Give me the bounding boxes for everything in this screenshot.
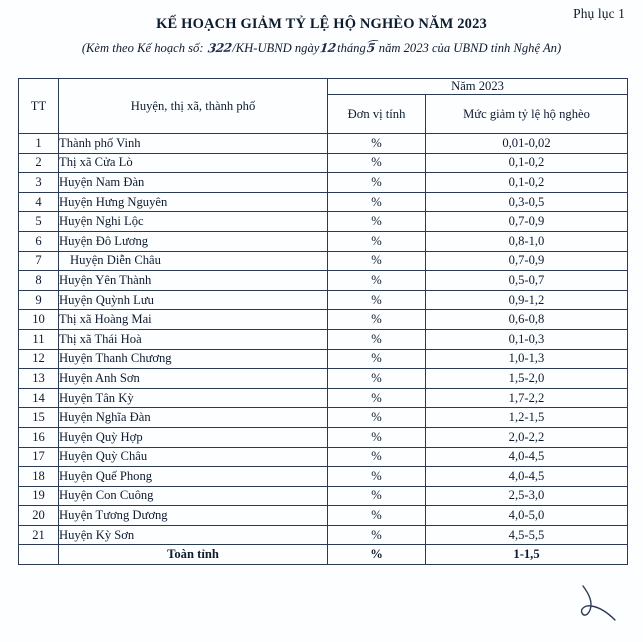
- cell-locality: Huyện Diễn Châu: [59, 251, 328, 271]
- cell-locality: Huyện Tân Kỳ: [59, 388, 328, 408]
- table-row: [19, 525, 628, 545]
- cell-tt: 6: [19, 231, 59, 251]
- cell-unit: %: [328, 506, 426, 526]
- cell-unit: %: [328, 310, 426, 330]
- cell-tt: 5: [19, 212, 59, 232]
- cell-locality: Huyện Nam Đàn: [59, 173, 328, 193]
- cell-unit: %: [328, 525, 426, 545]
- cell-reduction-rate: 0,9-1,2: [426, 290, 628, 310]
- cell-tt: 13: [19, 369, 59, 389]
- table-body: [19, 134, 628, 565]
- cell-reduction-rate: 0,6-0,8: [426, 310, 628, 330]
- table-row: [19, 271, 628, 291]
- cell-tt: 18: [19, 467, 59, 487]
- cell-unit: %: [328, 408, 426, 428]
- cell-locality: Huyện Kỳ Sơn: [59, 525, 328, 545]
- total-cell-reduction-rate: 1-1,5: [426, 545, 628, 565]
- cell-reduction-rate: 0,3-0,5: [426, 192, 628, 212]
- cell-locality: Huyện Quỳnh Lưu: [59, 290, 328, 310]
- cell-reduction-rate: 1,5-2,0: [426, 369, 628, 389]
- cell-tt: 14: [19, 388, 59, 408]
- cell-unit: %: [328, 212, 426, 232]
- table-row: [19, 231, 628, 251]
- cell-unit: %: [328, 173, 426, 193]
- subtitle-part-1: (Kèm theo Kế hoạch số:: [81, 41, 204, 55]
- table-row: [19, 486, 628, 506]
- table-row: [19, 329, 628, 349]
- cell-tt: 16: [19, 427, 59, 447]
- cell-unit: %: [328, 153, 426, 173]
- cell-tt: 10: [19, 310, 59, 330]
- cell-reduction-rate: 4,0-5,0: [426, 506, 628, 526]
- total-cell-tt: [19, 545, 59, 565]
- table-row: [19, 212, 628, 232]
- table-row: [19, 506, 628, 526]
- cell-locality: Huyện Thanh Chương: [59, 349, 328, 369]
- cell-tt: 9: [19, 290, 59, 310]
- cell-locality: Huyện Quỳ Hợp: [59, 427, 328, 447]
- subtitle-part-3: tháng: [337, 41, 366, 55]
- cell-locality: Thị xã Hoàng Mai: [59, 310, 328, 330]
- cell-locality: Huyện Hưng Nguyên: [59, 192, 328, 212]
- cell-tt: 1: [19, 134, 59, 154]
- handwritten-month: 5: [366, 40, 376, 56]
- handwritten-signature-mark: [573, 584, 619, 624]
- table-row: [19, 251, 628, 271]
- table-row: [19, 467, 628, 487]
- cell-locality: Huyện Quỳ Châu: [59, 447, 328, 467]
- cell-locality: Huyện Nghĩa Đàn: [59, 408, 328, 428]
- cell-locality: Huyện Yên Thành: [59, 271, 328, 291]
- table-row: [19, 427, 628, 447]
- table-row: [19, 447, 628, 467]
- page-title: KẾ HOẠCH GIẢM TỶ LỆ HỘ NGHÈO NĂM 2023: [156, 16, 487, 32]
- header-tt: TT: [19, 79, 59, 134]
- subtitle-part-4: năm 2023 của UBND tỉnh Nghệ An): [378, 41, 562, 55]
- header-unit: Đơn vị tính: [328, 95, 426, 134]
- cell-unit: %: [328, 290, 426, 310]
- cell-tt: 20: [19, 506, 59, 526]
- cell-tt: 12: [19, 349, 59, 369]
- table-row: [19, 408, 628, 428]
- cell-reduction-rate: 1,7-2,2: [426, 388, 628, 408]
- table-row: [19, 310, 628, 330]
- cell-locality: Thành phố Vinh: [59, 134, 328, 154]
- cell-reduction-rate: 1,2-1,5: [426, 408, 628, 428]
- cell-locality: Thị xã Cửa Lò: [59, 153, 328, 173]
- cell-unit: %: [328, 231, 426, 251]
- cell-reduction-rate: 0,1-0,2: [426, 173, 628, 193]
- cell-reduction-rate: 0,1-0,3: [426, 329, 628, 349]
- cell-unit: %: [328, 486, 426, 506]
- cell-tt: 8: [19, 271, 59, 291]
- cell-reduction-rate: 0,8-1,0: [426, 231, 628, 251]
- handwritten-document-number: 322: [206, 40, 233, 56]
- cell-unit: %: [328, 427, 426, 447]
- cell-unit: %: [328, 349, 426, 369]
- cell-locality: Huyện Quế Phong: [59, 467, 328, 487]
- table-row: [19, 290, 628, 310]
- cell-locality: Huyện Nghi Lộc: [59, 212, 328, 232]
- total-cell-label: Toàn tỉnh: [59, 545, 328, 565]
- cell-locality: Thị xã Thái Hoà: [59, 329, 328, 349]
- cell-tt: 21: [19, 525, 59, 545]
- cell-unit: %: [328, 329, 426, 349]
- cell-tt: 15: [19, 408, 59, 428]
- handwritten-day: 12: [319, 40, 337, 56]
- cell-tt: 19: [19, 486, 59, 506]
- cell-tt: 11: [19, 329, 59, 349]
- cell-tt: 4: [19, 192, 59, 212]
- appendix-label: Phụ lục 1: [573, 6, 625, 21]
- document-subtitle: [0, 41, 643, 56]
- table-row: [19, 349, 628, 369]
- table-row: [19, 388, 628, 408]
- cell-unit: %: [328, 192, 426, 212]
- cell-reduction-rate: 0,7-0,9: [426, 251, 628, 271]
- cell-locality: Huyện Con Cuông: [59, 486, 328, 506]
- cell-unit: %: [328, 369, 426, 389]
- cell-reduction-rate: 4,5-5,5: [426, 525, 628, 545]
- cell-unit: %: [328, 271, 426, 291]
- header-locality: Huyện, thị xã, thành phố: [59, 79, 328, 134]
- cell-tt: 7: [19, 251, 59, 271]
- table-row: [19, 173, 628, 193]
- table-row: [19, 369, 628, 389]
- total-cell-unit: %: [328, 545, 426, 565]
- cell-reduction-rate: 0,7-0,9: [426, 212, 628, 232]
- cell-tt: 3: [19, 173, 59, 193]
- subtitle-part-2: /KH-UBND ngày: [232, 41, 320, 55]
- header-reduction-rate: Mức giảm tỷ lệ hộ nghèo: [426, 95, 628, 134]
- cell-reduction-rate: 4,0-4,5: [426, 447, 628, 467]
- cell-locality: Huyện Tương Dương: [59, 506, 328, 526]
- cell-tt: 2: [19, 153, 59, 173]
- table-row: [19, 134, 628, 154]
- cell-tt: 17: [19, 447, 59, 467]
- table-header: [19, 79, 628, 134]
- table-row: [19, 153, 628, 173]
- table-row: [19, 192, 628, 212]
- table-total-row: [19, 545, 628, 565]
- cell-reduction-rate: 0,01-0,02: [426, 134, 628, 154]
- header-year-group: Năm 2023: [328, 79, 628, 95]
- cell-unit: %: [328, 134, 426, 154]
- poverty-reduction-plan-table: [18, 78, 628, 565]
- cell-locality: Huyện Anh Sơn: [59, 369, 328, 389]
- cell-reduction-rate: 1,0-1,3: [426, 349, 628, 369]
- cell-locality: Huyện Đô Lương: [59, 231, 328, 251]
- cell-reduction-rate: 0,1-0,2: [426, 153, 628, 173]
- cell-unit: %: [328, 388, 426, 408]
- cell-unit: %: [328, 467, 426, 487]
- cell-reduction-rate: 2,5-3,0: [426, 486, 628, 506]
- cell-reduction-rate: 2,0-2,2: [426, 427, 628, 447]
- cell-unit: %: [328, 251, 426, 271]
- cell-reduction-rate: 0,5-0,7: [426, 271, 628, 291]
- cell-reduction-rate: 4,0-4,5: [426, 467, 628, 487]
- cell-unit: %: [328, 447, 426, 467]
